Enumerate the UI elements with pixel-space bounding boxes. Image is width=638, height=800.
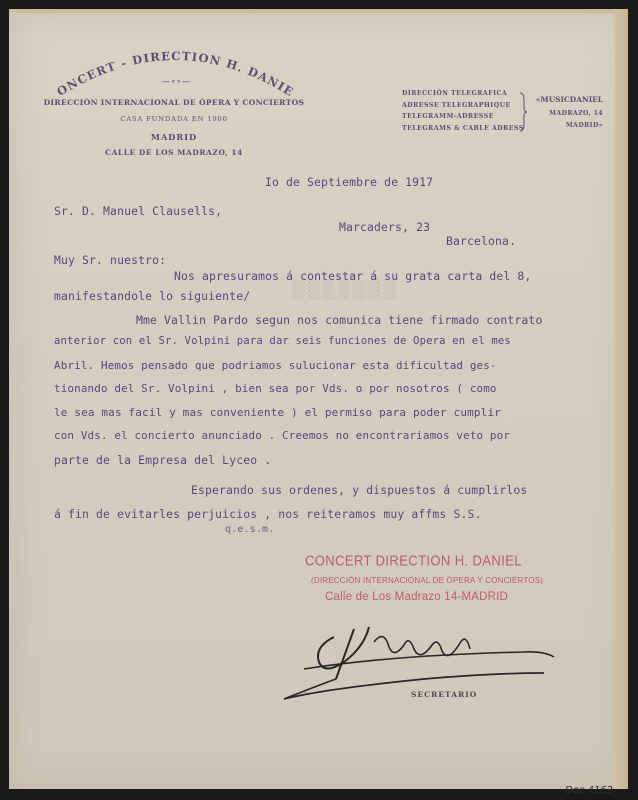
faded-watermark: ▒▒▒▒▒▒▒ — [292, 281, 398, 301]
telegraph-address — [529, 95, 603, 129]
letter-salutation: Muy Sr. nuestro: — [54, 253, 167, 267]
letterhead-ornament: —∘∘— — [161, 77, 191, 87]
paper-right-edge — [614, 9, 628, 789]
firm-name-arc — [45, 33, 305, 103]
firm-name-arc-svg — [45, 33, 305, 103]
firm-name: ONCERT - DIRECTION H. DANIE — [54, 48, 297, 100]
letter-body-line: Mme Vallin Pardo segun nos comunica tiene firmado contrato — [136, 313, 543, 327]
stamp-firm-name: CONCERT DIRECTION H. DANIEL — [305, 551, 522, 570]
letter-body-line: manifestandole lo siguiente/ — [54, 289, 251, 303]
letter-sheet — [9, 9, 628, 796]
letter-address-city: Barcelona. — [446, 234, 517, 248]
letter-date: Io de Septiembre de 1917 — [265, 175, 434, 189]
letter-address-street: Marcaders, 23 — [339, 220, 431, 234]
telegraph-label: TELEGRAMM-ADRESSE — [402, 113, 494, 120]
letterhead-subtitle: DIRECCIÓN INTERNACIONAL DE ÓPERA Y CONCIERTOS — [43, 98, 305, 107]
letter-body-line: con Vds. el concierto anunciado . Creemos no encontrariamos veto por — [54, 429, 511, 442]
letter-body-line: parte de la Empresa del Lyceo . — [54, 453, 272, 467]
telegraph-label: ADRESSE TELEGRAPHIQUE — [402, 101, 511, 109]
stamp-subtitle: (DIRECCIÓN INTERNACIONAL DE ÓPERA Y CONCIERTOS) — [311, 576, 544, 585]
letter-recipient: Sr. D. Manuel Clausells, — [54, 204, 223, 218]
letter-body-line: Esperando sus ordenes, y dispuestos á cumplirlos — [191, 483, 528, 497]
telegraph-label: TELEGRAMS & CABLE ADRESS — [402, 124, 524, 132]
telegraph-label: DIRECCIÓN TELEGRAFICA — [402, 90, 508, 97]
brace-icon — [519, 92, 527, 132]
letter-body-line: Abril. Hemos pensado que podriamos sulucionar esta dificultad ges- — [54, 359, 497, 372]
telegraph-labels — [402, 88, 524, 134]
letter-body-line: á fin de evitarles perjuicios , nos reiteramos muy affms S.S. — [54, 507, 482, 521]
telegraph-address-name: «MUSICDANIEL — [535, 95, 603, 104]
letter-body-line: Nos apresuramos á contestar á su grata carta del 8, — [174, 269, 532, 283]
paper-top-edge — [9, 9, 628, 15]
letterhead-city: MADRID — [150, 132, 198, 142]
svg-text:CONCERT - DIRECTION H. DANIEL — [45, 33, 297, 99]
archive-note: Doc 4162 — [565, 785, 613, 796]
letter-closing: q.e.s.m. — [225, 524, 275, 535]
stamp-address: Calle de Los Madrazo 14-MADRID — [325, 591, 509, 603]
letter-body-line: anterior con el Sr. Volpini para dar seis funciones de Opera en el mes — [54, 335, 511, 347]
signature-title: SECRETARIO — [411, 690, 478, 699]
telegraph-address-city: MADRID» — [565, 122, 603, 129]
letterhead-street: CALLE DE LOS MADRAZO, 14 — [105, 148, 243, 157]
letterhead-founded: CASA FUNDADA EN 1900 — [120, 115, 228, 123]
letter-body-line: le sea mas facil y mas conveniente ) el permiso para poder cumplir — [54, 406, 501, 419]
letter-body-line: tionando del Sr. Volpini , bien sea por Vds. o por nosotros ( como — [54, 382, 497, 395]
telegraph-address-street: MADRAZO, 14 — [549, 110, 603, 117]
